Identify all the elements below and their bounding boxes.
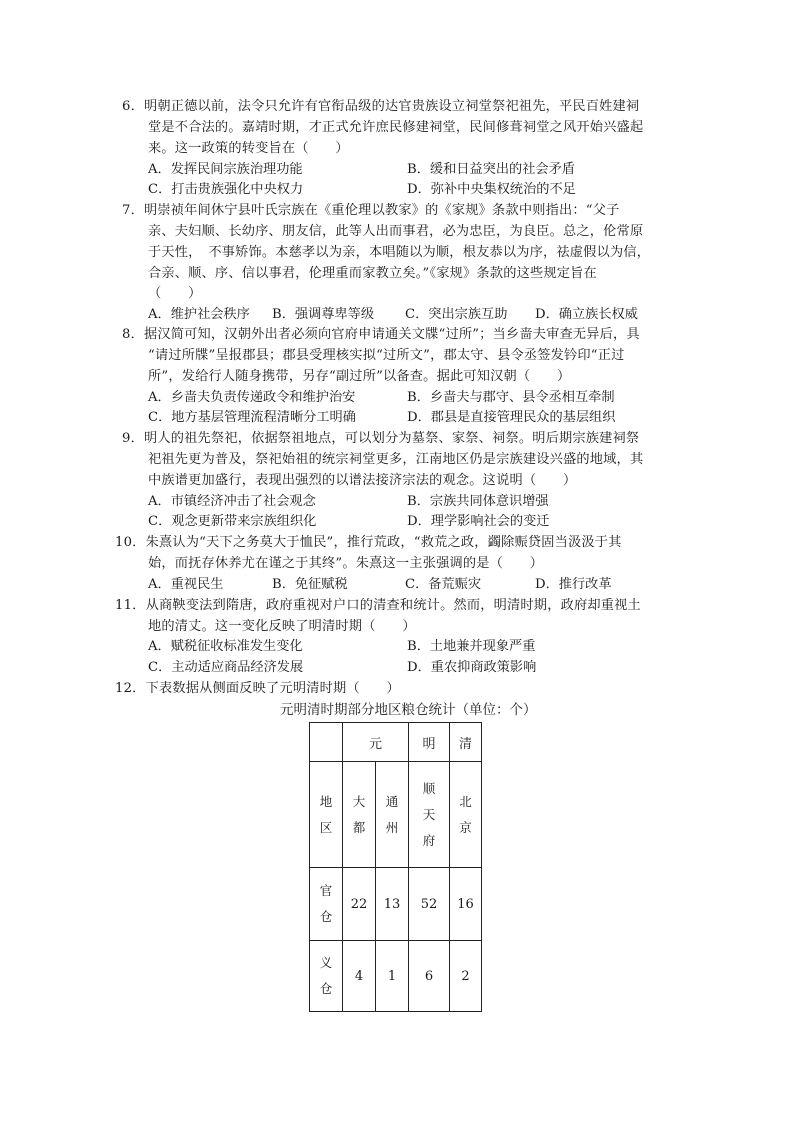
table-row (310, 762, 482, 868)
q9-line-3: 中族谱更加盛行，表现出强烈的以谱法接济宗法的观念。这说明（ ） (148, 473, 577, 488)
table-region-cell (450, 762, 482, 868)
q8-option-b[interactable]: B．乡啬夫与郡守、县令丞相互牵制 (407, 390, 615, 405)
table-caption: 元明清时期部分地区粮仓统计（单位：个） (280, 702, 537, 718)
q7-line-4: 合亲、顺、序、信以事君，伦理重而家教立矣。”《家规》条款的这些规定旨在 (148, 266, 597, 281)
q6-option-b[interactable]: B．缓和日益突出的社会矛盾 (407, 162, 575, 177)
q9-line-1: 9．明人的祖先祭祀，依据祭祖地点，可以划分为墓祭、家祭、祠祭。明后期宗族建祠祭 (122, 431, 640, 446)
q6-line-2: 堂是不合法的。嘉靖时期，才正式允许庶民修建祠堂，民间修葺祠堂之风开始兴盛起 (148, 120, 644, 135)
table-row-label-guancang: 官仓 (319, 883, 333, 924)
table-region-beijing: 北京 (459, 793, 472, 835)
q11-option-a[interactable]: A．赋税征收标准发生变化 (148, 639, 303, 654)
table-region-cell (343, 762, 376, 868)
table-cell: 22 (343, 868, 376, 941)
table-cell: 16 (450, 868, 482, 941)
q6-line-3: 来。这一政策的转变旨在（ ） (148, 141, 349, 156)
q11-line-2: 地的清丈。这一变化反映了明清时期（ ） (148, 619, 416, 634)
q6-option-d[interactable]: D．弥补中央集权统治的不足 (407, 182, 576, 197)
q7-line-2: 亲、夫妇顺、长幼序、朋友信，此等人出而事君，必为忠臣，为良臣。总之，伦常原 (148, 224, 644, 239)
q11-option-d[interactable]: D．重农抑商政策影响 (407, 660, 537, 675)
q10-line-1: 10．朱熹认为“天下之务莫大于恤民”，推行荒政，“救荒之政，蠲除赈贷固当汲汲于其 (115, 535, 622, 550)
table-region-dadu: 大都 (352, 793, 366, 835)
q11-option-b[interactable]: B．土地兼并现象严重 (407, 639, 536, 654)
q10-option-d[interactable]: D．推行改革 (535, 577, 612, 592)
q8-line-3: 所”，发给行人随身携带，另存“副过所”以备查。据此可知汉朝（ ） (148, 369, 571, 384)
q9-option-a[interactable]: A．市镇经济冲击了社会观念 (148, 494, 316, 509)
q9-line-2: 祀祖先更为普及，祭祀始祖的统宗祠堂更多，江南地区仍是宗族建设兴盛的地域，其 (148, 452, 644, 467)
table-region-label: 地区 (319, 793, 333, 835)
q9-option-b[interactable]: B．宗族共同体意识增强 (407, 494, 549, 509)
q6-option-a[interactable]: A．发挥民间宗族治理功能 (148, 162, 303, 177)
q6-line-1: 6．明朝正德以前，法令只允许有官衔品级的达官贵族设立祠堂祭祀祖先，平民百姓建祠 (122, 99, 640, 114)
table-region-shuntianfu: 顺天府 (422, 780, 436, 848)
q7-line-1: 7．明崇祯年间休宁县叶氏宗族在《重伦理以教家》的《家规》条款中则指出：“父子 (122, 203, 620, 218)
table-row-label-yicang: 义仓 (319, 955, 333, 996)
q11-option-c[interactable]: C．主动适应商品经济发展 (148, 660, 304, 675)
table-row-label-cell (310, 868, 343, 941)
q12-line-1: 12．下表数据从侧面反映了元明清时期（ ） (115, 681, 400, 696)
q6-option-c[interactable]: C．打击贵族强化中央权力 (148, 182, 304, 197)
table-cell: 52 (409, 868, 450, 941)
q7-option-c[interactable]: C．突出宗族互助 (405, 307, 508, 322)
q10-option-c[interactable]: C．备荒赈灾 (405, 577, 482, 592)
granary-table (309, 722, 482, 1012)
q7-option-a[interactable]: A．维护社会秩序 (148, 307, 250, 322)
table-cell: 1 (376, 941, 409, 1012)
table-corner-cell (310, 723, 343, 762)
table-cell: 4 (343, 941, 376, 1012)
table-row (310, 941, 482, 1012)
table-header-ming: 明 (409, 723, 450, 762)
q10-option-b[interactable]: B．免征赋税 (272, 577, 348, 592)
table-region-label-cell (310, 762, 343, 868)
table-cell: 6 (409, 941, 450, 1012)
table-header-qing: 清 (450, 723, 482, 762)
table-header-yuan: 元 (343, 723, 409, 762)
q8-line-1: 8．据汉简可知，汉朝外出者必须向官府申请通关文牒“过所”；当乡啬夫审查无异后，具 (122, 327, 640, 342)
q8-option-c[interactable]: C．地方基层管理流程清晰分工明确 (148, 410, 356, 425)
table-row (310, 868, 482, 941)
q7-line-5: （ ） (148, 286, 202, 301)
q7-option-d[interactable]: D．确立族长权威 (535, 307, 638, 322)
q11-line-1: 11．从商鞅变法到隋唐，政府重视对户口的清查和统计。然而，明清时期，政府却重视土 (115, 598, 641, 613)
q8-option-a[interactable]: A．乡啬夫负责传递政令和维护治安 (148, 390, 356, 405)
table-region-cell (409, 762, 450, 868)
q8-line-2: “请过所牒”呈报郡县；郡县受理核实拟“过所文”，郡太守、县令丞签发钤印“正过 (148, 348, 625, 363)
q8-option-d[interactable]: D．郡县是直接管理民众的基层组织 (407, 410, 616, 425)
table-row (310, 723, 482, 762)
q7-line-3: 于天性， 不事矫饰。本慈孝以为亲，本唱随以为顺，根友恭以为序，祛虚假以为信， (148, 245, 651, 260)
q9-option-d[interactable]: D．理学影响社会的变迁 (407, 514, 550, 529)
q9-option-c[interactable]: C．观念更新带来宗族组织化 (148, 514, 317, 529)
q10-option-a[interactable]: A．重视民生 (148, 577, 224, 592)
table-cell: 2 (450, 941, 482, 1012)
q10-line-2: 始，而抚存休养尤在谨之于其终”。朱熹这一主张强调的是（ ） (148, 556, 544, 571)
q7-option-b[interactable]: B．强调尊卑等级 (272, 307, 375, 322)
table-region-tongzhou: 通州 (385, 793, 399, 835)
table-row-label-cell (310, 941, 343, 1012)
table-region-cell (376, 762, 409, 868)
table-cell: 13 (376, 868, 409, 941)
